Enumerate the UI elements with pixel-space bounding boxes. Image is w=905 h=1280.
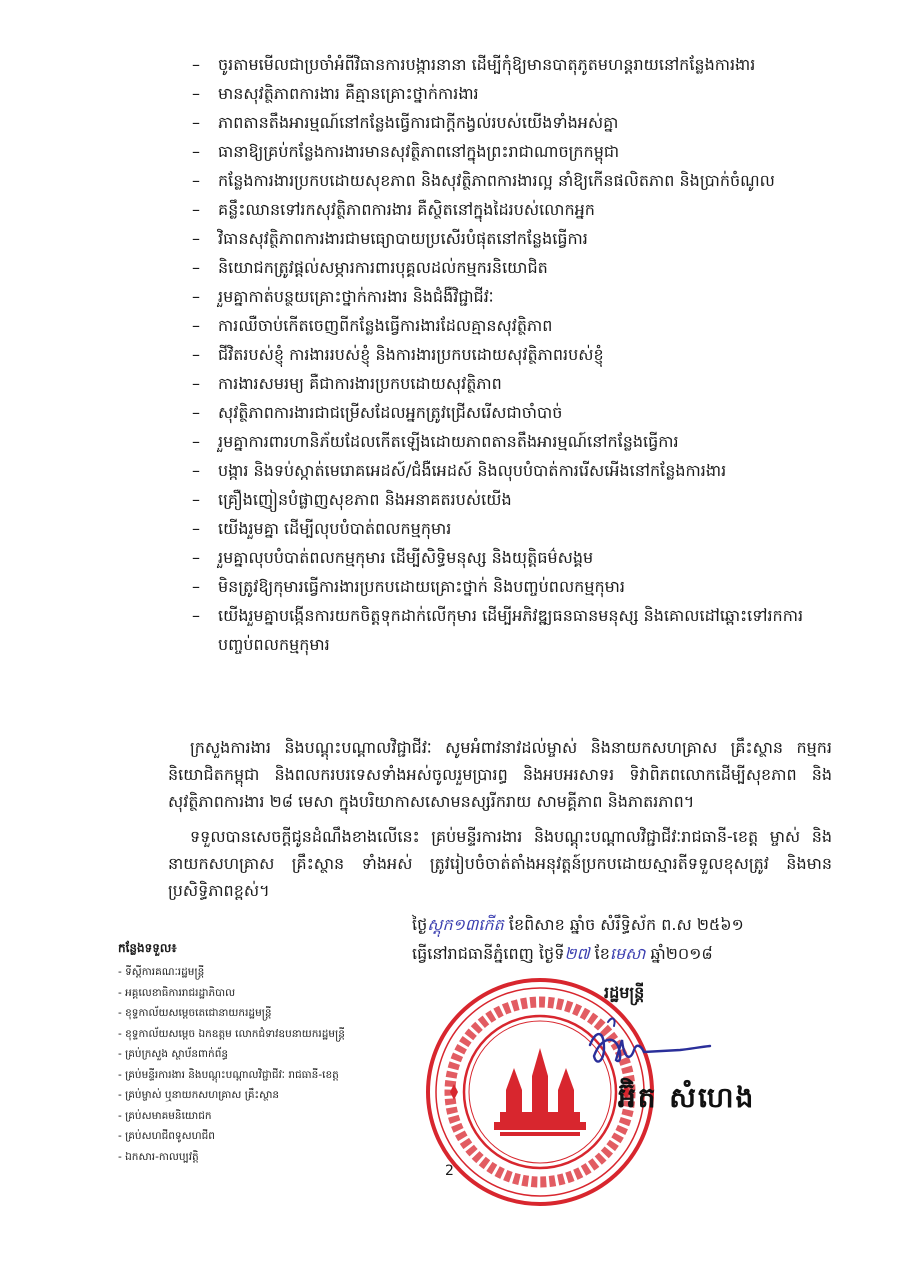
list-item: - ខុទ្ទកាល័យសម្តេចតេជោនាយករដ្ឋមន្ត្រី xyxy=(118,1007,272,1019)
list-item: – យើងរួមគ្នាបង្កើនការយកចិត្តទុកដាក់លើកុមារ ដើម្បីអភិវឌ្ឍធនធានមនុស្ស និងគោលដៅឆ្ពោះទៅរកការបញ្ចប់ពលកម្មកុមារ xyxy=(192,606,804,654)
solar-date-year: ២០១៨ xyxy=(665,944,713,963)
list-item: – មានសុវត្ថិភាពការងារ គឺគ្មានគ្រោះថ្នាក់ការងារ xyxy=(192,84,479,103)
lunar-date-handwritten: ស្ដុក១៣កើត xyxy=(427,915,504,934)
appeal-paragraph: ក្រសួងការងារ និងបណ្តុះបណ្តាលវិជ្ជាជីវៈ សូមអំពាវនាវដល់ម្ចាស់ និងនាយកសហគ្រាស គ្រឹះស្ថាន កម្មករនិយោជិតកម្ពុជា និងពលករបរទេសទាំងអស់ចូលរួមប្រារព្ធ និងអបអរសាទរ ទិវាពិភពលោកដើម្បីសុខភាព និងសុវត្ថិភាពការងារ ២៨ មេសា ក្នុងបរិយាកាសសោមនស្សរីករាយ សាមគ្គីភាព និងភាតរភាព។ xyxy=(168,738,832,811)
solar-date-prefix: ធ្វើនៅរាជធានីភ្នំពេញ ថ្ងៃទី xyxy=(412,944,565,963)
list-item: – សុវត្ថិភាពការងារជាជម្រើសដែលអ្នកត្រូវជ្រើសរើសជាចាំបាច់ xyxy=(192,403,563,422)
list-item: – រួមគ្នាការពារហានិភ័យដែលកើតឡើងដោយភាពតានតឹងអារម្មណ៍នៅកន្លែងធ្វើការ xyxy=(192,432,679,451)
list-item: – មិនត្រូវឱ្យកុមារធ្វើការងារប្រកបដោយគ្រោះថ្នាក់ និងបញ្ចប់ពលកម្មកុមារ xyxy=(192,577,625,596)
lunar-date-rest: ខែពិសាខ ឆ្នាំច សំរឹទ្ធិស័ក ព.ស ២៥៦១ xyxy=(503,915,744,934)
list-item: – គ្រឿងញៀនបំផ្លាញសុខភាព និងអនាគតរបស់យើង xyxy=(192,490,512,509)
lunar-date xyxy=(412,912,744,938)
list-item: – ធានាឱ្យគ្រប់កន្លែងការងារមានសុវត្ថិភាពនៅក្នុងព្រះរាជាណាចក្រកម្ពុជា xyxy=(192,142,620,161)
list-item: – កន្លែងការងារប្រកបដោយសុខភាព និងសុវត្ថិភាពការងារល្អ នាំឱ្យកើនផលិតភាព និងប្រាក់ចំណូល xyxy=(192,171,775,190)
signature-icon xyxy=(560,1000,760,1090)
list-item: – ការងារសមរម្យ គឺជាការងារប្រកបដោយសុវត្ថិភាព xyxy=(192,374,502,393)
recipients-list xyxy=(118,962,345,1167)
list-item: – បង្ការ និងទប់ស្កាត់មេរោគអេដស៍/ជំងឺអេដស៍ និងលុបបំបាត់ការរើសអើងនៅកន្លែងការងារ xyxy=(192,461,727,480)
list-item: – និយោជកត្រូវផ្តល់សម្ភារការពារបុគ្គលដល់កម្មករនិយោជិត xyxy=(192,258,548,277)
list-item: – វិធានសុវត្ថិភាពការងារជាមធ្យោបាយប្រសើរបំផុតនៅកន្លែងធ្វើការ xyxy=(192,229,588,248)
solar-date-month-label: ខែ xyxy=(589,944,610,963)
list-item: - គ្រប់ម្ចាស់ ឬនាយកសហគ្រាស គ្រឹះស្ថាន xyxy=(118,1089,280,1101)
minister-title: រដ្ឋមន្ត្រី xyxy=(604,983,645,1002)
list-item: - ខុទ្ទកាល័យសម្តេច ឯកឧត្តម លោកជំទាវឧបនាយករដ្ឋមន្ត្រី xyxy=(118,1027,345,1040)
list-item: - អគ្គលេខាធិការរាជរដ្ឋាភិបាល xyxy=(118,986,236,999)
list-item: – ភាពតានតឹងអារម្មណ៍នៅកន្លែងធ្វើការជាក្តីកង្វល់របស់យើងទាំងអស់គ្នា xyxy=(192,113,619,132)
list-item: - គ្រប់ក្រសួង ស្ថាប័នពាក់ព័ន្ធ xyxy=(118,1048,229,1060)
list-item: - គ្រប់សហជីពទូសហជីព xyxy=(118,1130,215,1142)
list-item: – ជីវិតរបស់ខ្ញុំ ការងាររបស់ខ្ញុំ និងការងារប្រកបដោយសុវត្ថិភាពរបស់ខ្ញុំ xyxy=(192,345,604,364)
list-item: – រួមគ្នាលុបបំបាត់ពលកម្មកុមារ ដើម្បីសិទ្ធិមនុស្ស និងយុត្តិធម៌សង្គម xyxy=(192,548,594,567)
list-item: – យើងរួមគ្នា ដើម្បីលុបបំបាត់ពលកម្មកុមារ xyxy=(192,519,452,538)
list-item: – គន្លឹះឈានទៅរកសុវត្ថិភាពការងារ គឺស្ថិតនៅក្នុងដៃរបស់លោកអ្នក xyxy=(192,200,595,219)
lunar-date-prefix: ថ្ងៃ xyxy=(412,915,428,934)
solar-date-year-label: ឆ្នាំ xyxy=(645,944,666,963)
list-item: – ការឈឺចាប់កើតចេញពីកន្លែងធ្វើការងារដែលគ្មានសុវត្ថិភាព xyxy=(192,316,553,335)
list-item: – រួមគ្នាកាត់បន្ថយគ្រោះថ្នាក់ការងារ និងជំងឺវិជ្ជាជីវៈ xyxy=(192,287,494,306)
solar-date xyxy=(412,941,713,967)
list-item: - គ្រប់មន្ទីរការងារ និងបណ្តុះបណ្តាលវិជ្ជាជីវៈ រាជធានី-ខេត្ត xyxy=(118,1068,339,1081)
list-item: - គ្រប់សមាគមនិយោជក xyxy=(118,1109,212,1122)
slogan-list xyxy=(192,50,832,659)
list-item: - ឯកសារ-កាលប្បវត្តិ xyxy=(118,1150,199,1163)
recipients-title: កន្លែងទទួល៖ xyxy=(118,941,177,955)
instruction-paragraph: ទទួលបានសេចក្តីជូនដំណឹងខាងលើនេះ គ្រប់មន្ទីរការងារ និងបណ្តុះបណ្តាលវិជ្ជាជីវៈរាជធានី-ខេត្ត ម្ចាស់ និងនាយកសហគ្រាស គ្រឹះស្ថាន ទាំងអស់ ត្រូវរៀបចំចាត់តាំងអនុវត្តន៍ប្រកបដោយស្មារតីទទួលខុសត្រូវ និងមានប្រសិទ្ធិភាពខ្ពស់។ xyxy=(168,827,832,900)
page-number: 2 xyxy=(445,1163,454,1179)
solar-date-day: ២៧ xyxy=(564,944,590,963)
list-item: - ទីស្តីការគណៈរដ្ឋមន្ត្រី xyxy=(118,966,205,978)
list-item: – ចូរតាមមើលជាប្រចាំអំពីវិធានការបង្ការនានា ដើម្បីកុំឱ្យមានបាតុភូតមហន្តរាយនៅកន្លែងការងារ xyxy=(192,55,756,74)
solar-date-month: មេសា xyxy=(609,944,646,963)
signer-name: អ៊ិត សំហេង xyxy=(618,1081,756,1114)
